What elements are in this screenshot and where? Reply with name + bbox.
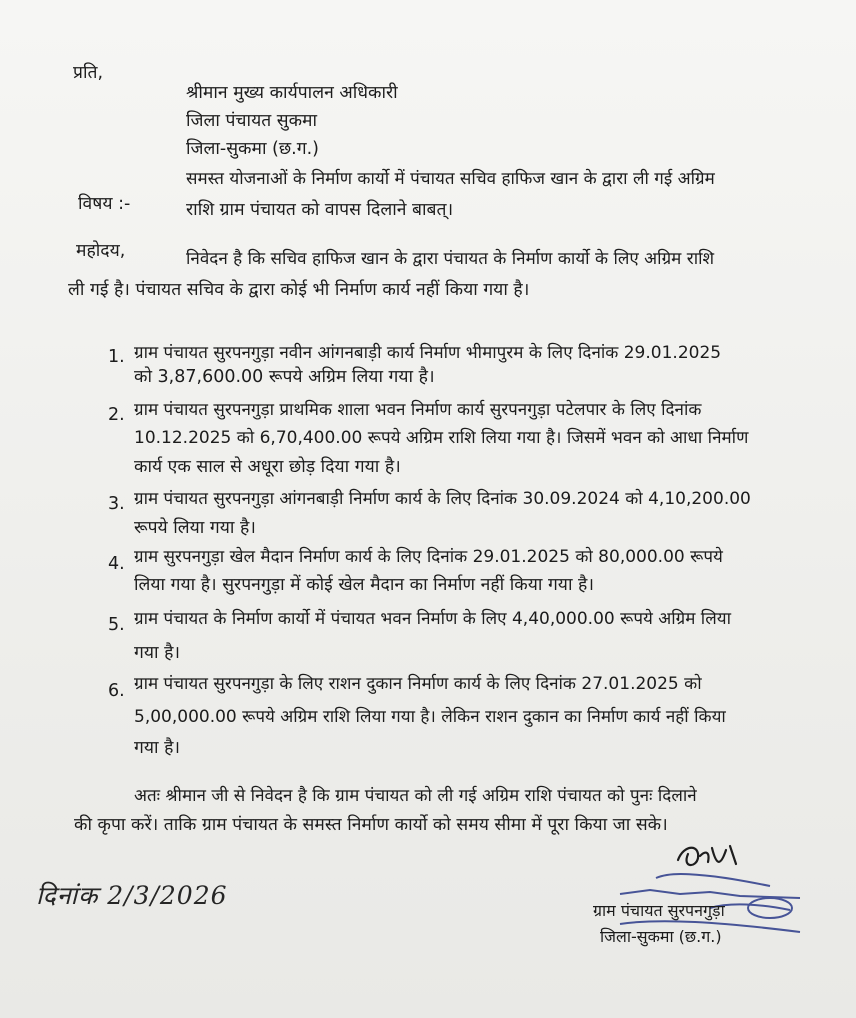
subject-line-1: समस्त योजनाओं के निर्माण कार्यो में पंचायत सचिव हाफिज खान के द्वारा ली गई अग्रिम [186,169,715,189]
list-item-line: 10.12.2025 को 6,70,400.00 रूपये अग्रिम राशि लिया गया है। जिसमें भवन को आधा निर्माण [134,428,749,448]
recipient-designation: श्रीमान मुख्य कार्यपालन अधिकारी [186,83,398,103]
list-item-number: 4. [108,554,125,574]
closing-line-1: अतः श्रीमान जी से निवेदन है कि ग्राम पंचायत को ली गई अग्रिम राशि पंचायत को पुनः दिलाने [134,786,697,806]
list-item-line: ग्राम पंचायत सुरपनगुड़ा प्राथमिक शाला भवन निर्माण कार्य सुरपनगुड़ा पटेलपार के लिए दिनांक [134,400,702,420]
list-item-number: 5. [108,615,125,635]
signature-line-2: जिला-सुकमा (छ.ग.) [600,927,722,946]
list-item-line: कार्य एक साल से अधूरा छोड़ दिया गया है। [134,457,401,477]
recipient-district: जिला-सुकमा (छ.ग.) [186,139,319,159]
list-item-number: 3. [108,494,125,514]
recipient-office: जिला पंचायत सुकमा [186,111,318,131]
signature-line-1: ग्राम पंचायत सुरपनगुड़ा [593,901,725,920]
intro-line-1: निवेदन है कि सचिव हाफिज खान के द्वारा पंचायत के निर्माण कार्यो के लिए अग्रिम राशि [186,249,715,269]
list-item-line: को 3,87,600.00 रूपये अग्रिम लिया गया है। [134,367,435,387]
list-item-number: 6. [108,681,125,701]
list-item-line: ग्राम पंचायत सुरपनगुड़ा नवीन आंगनबाड़ी कार्य निर्माण भीमापुरम के लिए दिनांक 29.01.2025 [134,343,722,363]
salutation: महोदय, [76,241,126,261]
handwritten-date: दिनांक 2/3/2026 [36,881,228,910]
subject-label: विषय :- [78,194,131,214]
list-item-line: रूपये लिया गया है। [134,518,256,538]
list-item-line: गया है। [134,738,181,758]
subject-line-2: राशि ग्राम पंचायत को वापस दिलाने बाबत्। [186,200,454,220]
closing-line-2: की कृपा करें। ताकि ग्राम पंचायत के समस्त निर्माण कार्यो को समय सीमा में पूरा किया जा सके। [74,815,668,835]
list-item-line: ग्राम पंचायत सुरपनगुड़ा के लिए राशन दुकान निर्माण कार्य के लिए दिनांक 27.01.2025 को [134,674,702,694]
intro-line-2: ली गई है। पंचायत सचिव के द्वारा कोई भी निर्माण कार्य नहीं किया गया है। [68,280,530,300]
recipient-prefix: प्रति, [73,63,104,83]
list-item-line: ग्राम पंचायत सुरपनगुड़ा आंगनबाड़ी निर्माण कार्य के लिए दिनांक 30.09.2024 को 4,10,200.00 [134,489,751,509]
list-item-line: ग्राम पंचायत के निर्माण कार्यो में पंचायत भवन निर्माण के लिए 4,40,000.00 रूपये अग्रिम लिया [134,609,731,629]
list-item-line: ग्राम सुरपनगुड़ा खेल मैदान निर्माण कार्य के लिए दिनांक 29.01.2025 को 80,000.00 रूपये [134,547,723,567]
list-item-number: 1. [108,347,125,367]
list-item-line: गया है। [134,643,181,663]
list-item-line: लिया गया है। सुरपनगुड़ा में कोई खेल मैदान का निर्माण नहीं किया गया है। [134,575,594,595]
list-item-number: 2. [108,405,125,425]
list-item-line: 5,00,000.00 रूपये अग्रिम राशि लिया गया है। लेकिन राशन दुकान का निर्माण कार्य नहीं किया [134,707,726,727]
